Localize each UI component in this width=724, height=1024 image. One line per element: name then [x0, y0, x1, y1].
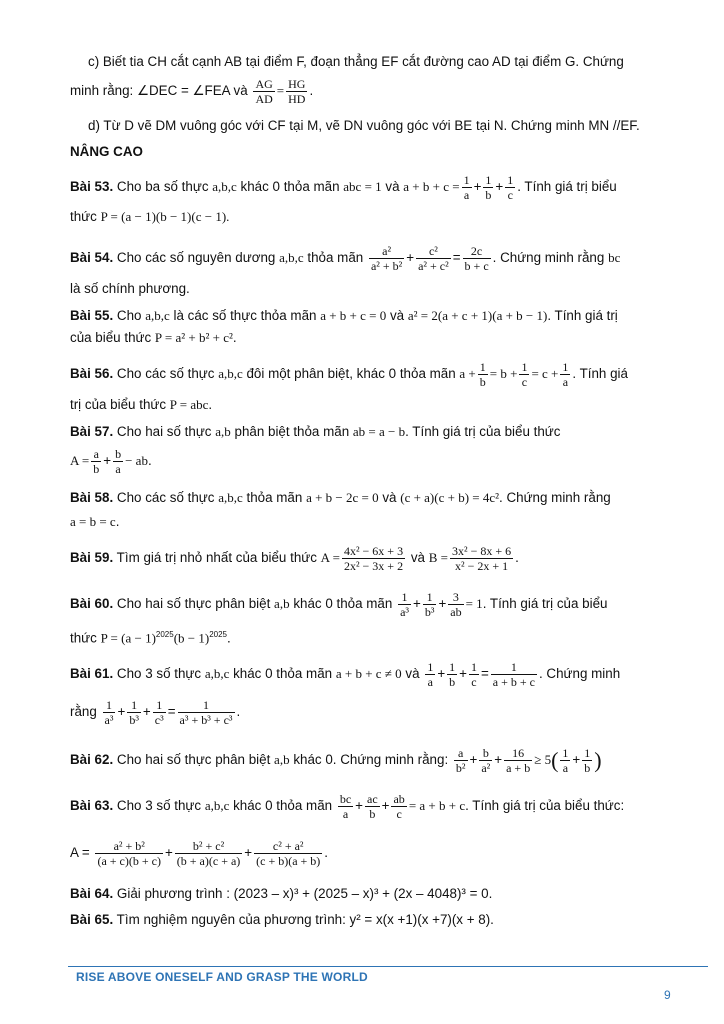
problem-58-cont: a = b = c. — [70, 514, 120, 529]
problem-57-cont: A = $\frac{a}{b}$ + $\frac{b}{a}$ − ab. — [70, 446, 152, 476]
problem-54-cont: là số chính phương. — [70, 281, 190, 296]
problem-65: Bài 65. Tìm nghiệm nguyên của phương trình: y² = x(x +1)(x +7)(x + 8). — [70, 912, 494, 927]
problem-64: Bài 64. Giải phương trình : (2023 – x)³ + (2025 – x)³ + (2x – 4048)³ = 0. — [70, 886, 493, 901]
part-c-line1: c) Biết tia CH cắt cạnh AB tại điểm F, đoạn thẳng EF cắt đường cao AD tại điểm G. Chứng — [88, 54, 624, 69]
part-d: d) Từ D vẽ DM vuông góc với CF tại M, vẽ DN vuông góc với BE tại N. Chứng minh MN //EF. — [88, 118, 640, 133]
problem-62: Bài 62. Cho hai số thực phân biệt a,b khác 0. Chứng minh rằng: $\frac{a}{\text{b²}}$ + $\frac{b}{\text{a²}}$ + $\frac{16}{a + b}$ ≥ 5( $\frac{1}{a}$ + $\frac{1}{b}$ ) — [70, 745, 602, 775]
problem-61: Bài 61. Cho 3 số thực a,b,c khác 0 thỏa mãn a + b + c ≠ 0 và $\frac{1}{a}$ + $\frac{1}{b}$ + $\frac{1}{c}$ = $\frac{1}{a + b + c}$ . Chứng minh — [70, 659, 621, 689]
problem-57: Bài 57. Cho hai số thực a,b phân biệt thỏa mãn ab = a − b. Tính giá trị của biểu thức — [70, 424, 561, 439]
page-number: 9 — [664, 988, 671, 1002]
problem-54: Bài 54. Cho các số nguyên dương a,b,c thỏa mãn $\frac{\text{a²}}{\text{a² + b²}}$ + $\frac{\text{c²}}{\text{a² + c²}}$ = $\frac{2c}{b + c}$ . Chứng minh rằng bc — [70, 243, 621, 273]
problem-56-cont: trị của biểu thức P = abc. — [70, 397, 213, 412]
problem-59: Bài 59. Tìm giá trị nhỏ nhất của biểu thức A = $\frac{\text{4x² − 6x + 3}}{\text{2x² − 3x + 2}}$ và B = $\frac{\text{3x² − 8x + 6}}{\text{x² − 2x + 1}}$ . — [70, 543, 519, 573]
part-c-line2: minh rằng: ∠DEC = ∠FEA và $\frac{AG}{AD}$ = $\frac{HG}{HD}$ . — [70, 76, 314, 106]
problem-58: Bài 58. Cho các số thực a,b,c thỏa mãn a + b − 2c = 0 và (c + a)(c + b) = 4c². Chứng minh rằng — [70, 490, 611, 505]
fraction: $\frac{HG}{HD}$ — [288, 76, 306, 106]
fraction: $\frac{AG}{AD}$ — [255, 76, 273, 106]
problem-61-cont: rằng $\frac{1}{\text{a³}}$ + $\frac{1}{\text{b³}}$ + $\frac{1}{\text{c³}}$ = $\frac{1}{\text{a³ + b³ + c³}}$ . — [70, 697, 241, 727]
problem-53: Bài 53. Cho ba số thực a,b,c khác 0 thỏa mãn abc = 1 và a + b + c = $\frac{1}{a}$ + $\frac{1}{b}$ + $\frac{1}{c}$ . Tính giá trị biểu — [70, 172, 617, 202]
problem-63: Bài 63. Cho 3 số thực a,b,c khác 0 thỏa mãn $\frac{bc}{a}$ + $\frac{ac}{b}$ + $\frac{ab}{c}$ = a + b + c. Tính giá trị của biểu thức: — [70, 791, 625, 821]
section-heading: NÂNG CAO — [70, 144, 143, 159]
problem-60-cont: thức $P = (a - 1)^{2025}(b - 1)^{2025}$. — [70, 630, 231, 646]
footer-slogan: RISE ABOVE ONESELF AND GRASP THE WORLD — [76, 970, 368, 984]
footer-divider — [68, 966, 708, 967]
problem-60: Bài 60. Cho hai số thực phân biệt a,b khác 0 thỏa mãn $\frac{1}{\text{a³}}$ + $\frac{1}{\text{b³}}$ + $\frac{3}{ab}$ = 1. Tính giá trị của biểu — [70, 589, 608, 619]
problem-53-cont: thức P = (a − 1)(b − 1)(c − 1). — [70, 209, 230, 224]
problem-55-cont: của biểu thức P = a² + b² + c². — [70, 330, 237, 345]
problem-56: Bài 56. Cho các số thực a,b,c đôi một phân biệt, khác 0 thỏa mãn a + $\frac{1}{b}$ = b + $\frac{1}{c}$ = c + $\frac{1}{a}$ . Tính giá — [70, 359, 628, 389]
problem-55: Bài 55. Cho a,b,c là các số thực thỏa mãn a + b + c = 0 và a² = 2(a + c + 1)(a + b − 1). Tính giá trị — [70, 308, 618, 323]
problem-63-cont: A = $\frac{\text{a² + b²}}{(a + c)(b + c)}$ + $\frac{\text{b² + c²}}{(b + a)(c + a)}$ + $\frac{\text{c² + a²}}{(c + b)(a + b)}$ . — [70, 838, 329, 868]
